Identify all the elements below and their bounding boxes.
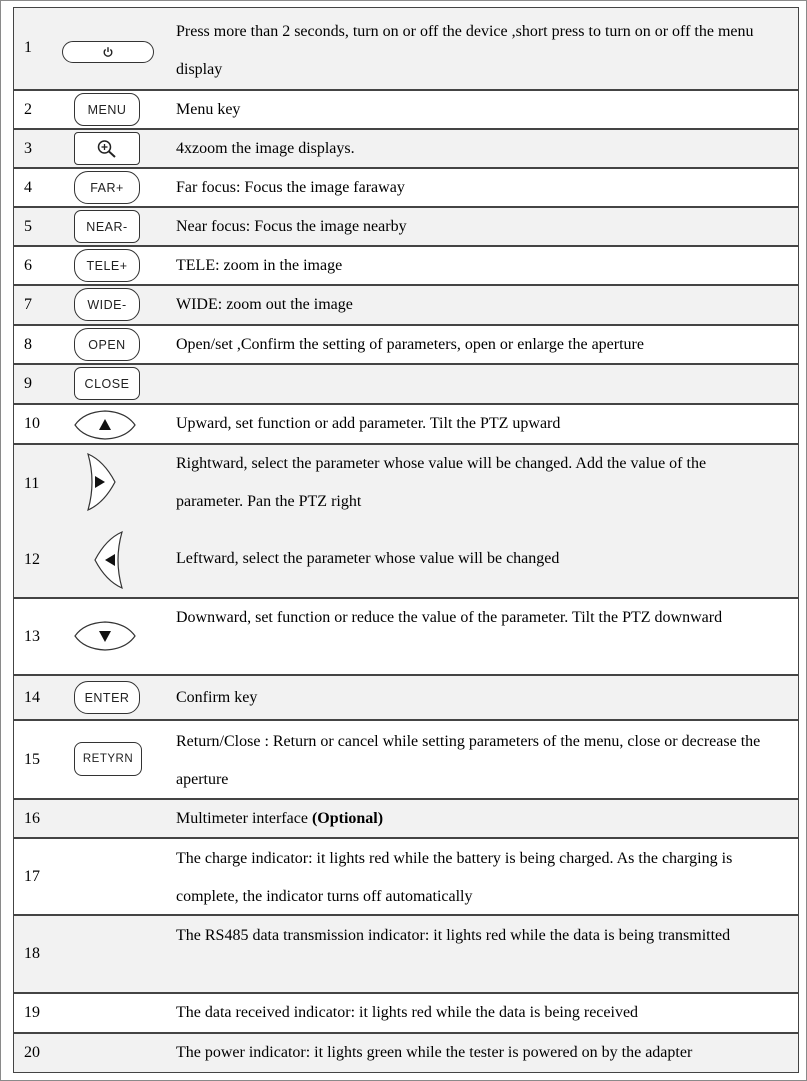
row-description: The charge indicator: it lights red while the battery is being charged. As the charging is complete, the indicator turns off automatically xyxy=(176,850,733,905)
optional-label: (Optional) xyxy=(311,810,384,827)
table-row xyxy=(13,285,799,325)
row-number: 8 xyxy=(24,336,32,353)
row-description: The data received indicator: it lights red while the data is being received xyxy=(176,1004,639,1021)
row-number: 17 xyxy=(24,868,40,885)
row-number: 3 xyxy=(24,140,32,157)
row-number: 10 xyxy=(24,415,40,432)
table-row xyxy=(13,90,799,129)
row-description: Confirm key xyxy=(176,689,258,706)
near-focus-button: NEAR- xyxy=(74,210,140,243)
row-description: Return/Close : Return or cancel while setting parameters of the menu, close or decrease the aperture xyxy=(176,733,761,788)
row-number: 19 xyxy=(24,1004,40,1021)
table-row-group xyxy=(13,444,799,598)
row-description: Upward, set function or add parameter. Tilt the PTZ upward xyxy=(176,415,561,432)
down-arrow-icon xyxy=(72,619,138,653)
zoom-button xyxy=(74,132,140,165)
table-row xyxy=(13,675,799,720)
row-description: TELE: zoom in the image xyxy=(176,257,343,274)
row-description: 4xzoom the image displays. xyxy=(176,140,355,157)
row-number: 15 xyxy=(24,751,40,768)
row-number: 12 xyxy=(24,551,40,568)
far-focus-button: FAR+ xyxy=(74,171,140,204)
row-number: 4 xyxy=(24,179,32,196)
menu-button: MENU xyxy=(74,93,140,126)
table-row xyxy=(13,129,799,168)
row-number: 14 xyxy=(24,689,40,706)
row-description: Rightward, select the parameter whose value will be changed. Add the value of the parameter. Pan the PTZ right xyxy=(176,455,707,510)
table-row xyxy=(13,7,799,90)
row-description: Downward, set function or reduce the value of the parameter. Tilt the PTZ downward xyxy=(176,609,723,626)
up-arrow-icon xyxy=(72,408,138,442)
return-button: RETYRN xyxy=(74,742,142,776)
table-row xyxy=(13,404,799,444)
wide-button: WIDE- xyxy=(74,288,140,321)
row-number: 16 xyxy=(24,810,40,827)
table-row xyxy=(13,168,799,207)
row-number: 20 xyxy=(24,1044,40,1061)
close-button: CLOSE xyxy=(74,367,140,400)
row-description: Far focus: Focus the image faraway xyxy=(176,179,405,196)
row-number: 1 xyxy=(24,39,32,56)
row-description: The RS485 data transmission indicator: it lights red while the data is being transmitted xyxy=(176,927,731,944)
row-number: 9 xyxy=(24,375,32,392)
row-number: 18 xyxy=(24,945,40,962)
table-row xyxy=(13,799,799,838)
table-row xyxy=(13,838,799,915)
row-description: WIDE: zoom out the image xyxy=(176,296,353,313)
zoom-in-icon xyxy=(96,139,118,159)
row-description xyxy=(176,800,776,838)
table-row xyxy=(13,325,799,364)
right-arrow-icon xyxy=(84,451,120,513)
row-description: Press more than 2 seconds, turn on or off the device ,short press to turn on or off the menu display xyxy=(176,23,754,78)
table-row xyxy=(13,246,799,285)
table-row xyxy=(13,1033,799,1073)
enter-button: ENTER xyxy=(74,681,140,714)
power-button xyxy=(62,41,154,63)
row-number: 13 xyxy=(24,628,40,645)
table-row xyxy=(13,364,799,404)
table-row xyxy=(13,207,799,246)
row-description: Open/set ,Confirm the setting of parameters, open or enlarge the aperture xyxy=(176,336,644,353)
table-row xyxy=(13,993,799,1033)
power-icon xyxy=(102,46,114,58)
open-button: OPEN xyxy=(74,328,140,361)
row-description: The power indicator: it lights green while the tester is powered on by the adapter xyxy=(176,1044,693,1061)
row-description: Leftward, select the parameter whose value will be changed xyxy=(176,550,560,567)
table-row xyxy=(13,598,799,675)
row-description: Menu key xyxy=(176,101,241,118)
row-description: Near focus: Focus the image nearby xyxy=(176,218,407,235)
row-number: 2 xyxy=(24,101,32,118)
tele-button: TELE+ xyxy=(74,249,140,282)
table-row xyxy=(13,720,799,799)
table-row xyxy=(13,915,799,993)
row-number: 5 xyxy=(24,218,32,235)
row-description-text: Multimeter interface xyxy=(176,810,308,827)
row-number: 6 xyxy=(24,257,32,274)
row-number: 7 xyxy=(24,296,32,313)
row-number: 11 xyxy=(24,475,40,492)
left-arrow-icon xyxy=(90,529,126,591)
